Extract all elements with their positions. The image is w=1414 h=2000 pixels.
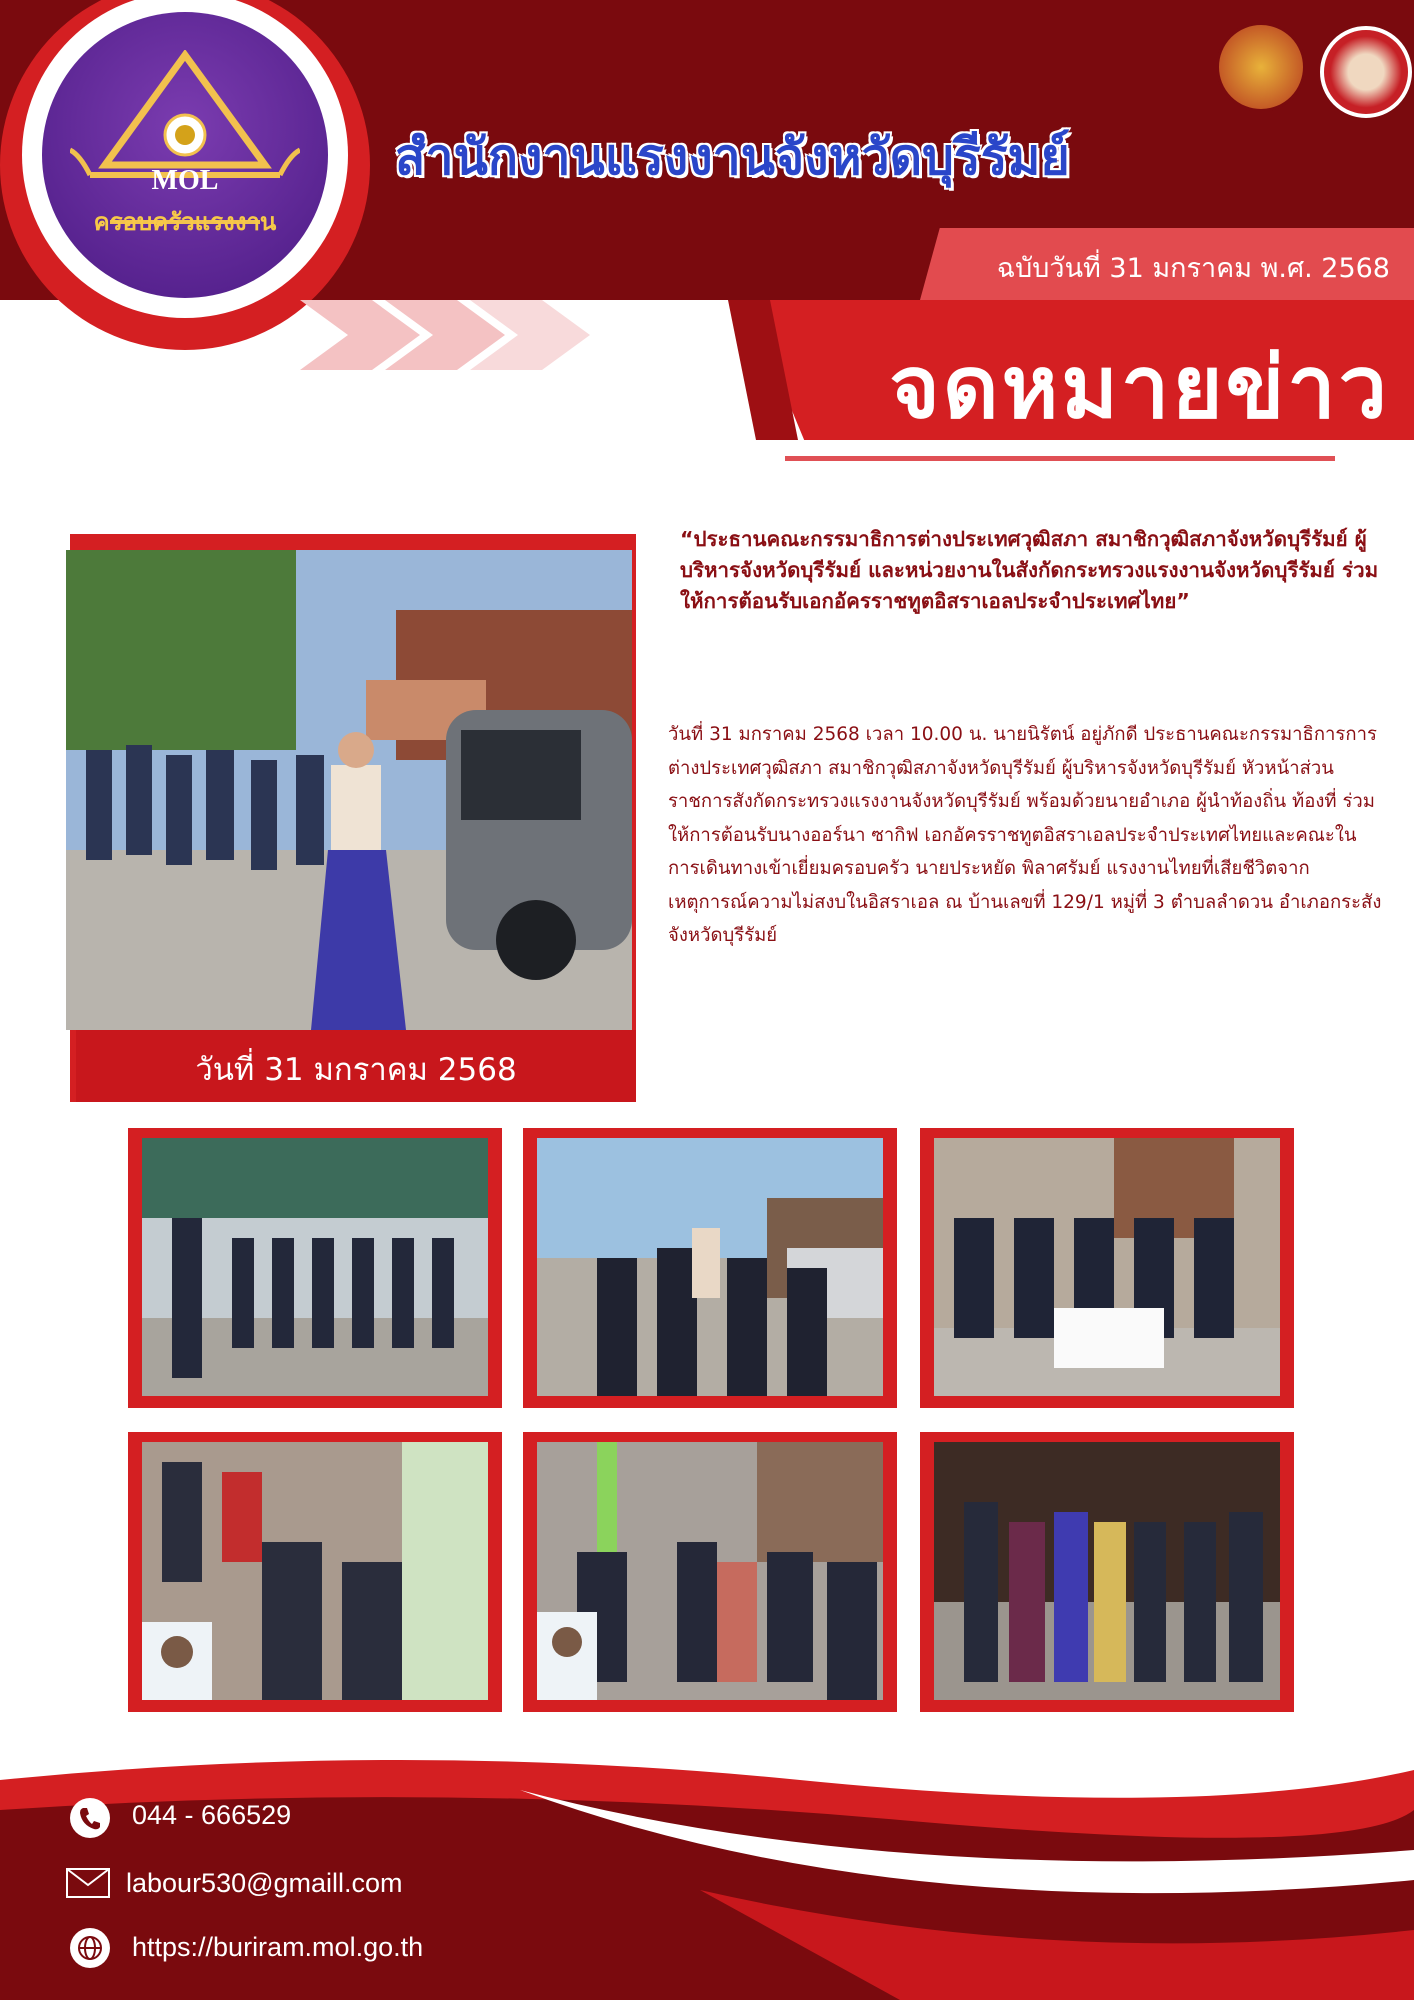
gallery-photo <box>128 1432 502 1712</box>
org-title: สำนักงานแรงงานจังหวัดบุรีรัมย์ <box>395 128 1070 186</box>
divider-line <box>785 456 1335 461</box>
province-seal-icon <box>1320 26 1412 118</box>
logo-brand: MOL <box>151 165 219 196</box>
website-link[interactable]: https://buriram.mol.go.th <box>132 1932 424 1962</box>
logo-caption: ครอบครัวแรงงาน <box>93 208 277 236</box>
newsletter-title: จดหมายข่าว <box>889 338 1390 438</box>
phone-number: 044 - 666529 <box>132 1800 292 1830</box>
article-body: วันที่ 31 มกราคม 2568 เวลา 10.00 น. นายนิรัตน์ อยู่ภักดี ประธานคณะกรรมาธิการการต่างประเทศวุฒิสภา สมาชิกวุฒิสภาจังหวัดบุรีรัมย์ ผู้บริหารจังหวัดบุรีรัมย์ หัวหน้าส่วนราชการสังกัดกระทรวงแรงงานจังหวัดบุรีรัมย์ พร้อมด้วยนายอำเภอ ผู้นำท้องถิ่น ท้องที่ ร่วมให้การต้อนรับนางออร์นา ซากิฟ เอกอัครราชทูตอิสราเอลประจำประเทศไทยและคณะในการเดินทางเข้าเยี่ยมครอบครัว นายประหยัด พิลาศรัมย์ แรงงานไทยที่เสียชีวิตจากเหตุการณ์ความไม่สงบในอิสราเอล ณ บ้านเลขที่ 129/1 หมู่ที่ 3 ตำบลลำดวน อำเภอกระสัง จังหวัดบุรีรัมย์ <box>668 724 1382 946</box>
ministry-seal-icon <box>1216 22 1306 112</box>
gallery-photo <box>523 1128 897 1408</box>
mail-icon <box>66 1868 110 1898</box>
email-address[interactable]: labour530@gmaill.com <box>126 1868 403 1898</box>
issue-date: ฉบับวันที่ 31 มกราคม พ.ศ. 2568 <box>996 253 1390 284</box>
phone-icon <box>70 1798 110 1838</box>
gallery-photo <box>523 1432 897 1712</box>
gallery-photo <box>920 1128 1294 1408</box>
main-photo <box>66 550 632 1030</box>
article-headline: “ประธานคณะกรรมาธิการต่างประเทศวุฒิสภา สมาชิกวุฒิสภาจังหวัดบุรีรัมย์ ผู้บริหารจังหวัดบุรีรัมย์ และหน่วยงานในสังกัดกระทรวงแรงงานจังหวัดบุรีรัมย์ ร่วมให้การต้อนรับเอกอัครราชทูตอิสราเอลประจำประเทศไทย” <box>680 527 1379 613</box>
photo-date-caption: วันที่ 31 มกราคม 2568 <box>195 1052 517 1088</box>
gallery-photo <box>128 1128 502 1408</box>
gallery-photo <box>920 1432 1294 1712</box>
globe-icon <box>70 1928 110 1968</box>
